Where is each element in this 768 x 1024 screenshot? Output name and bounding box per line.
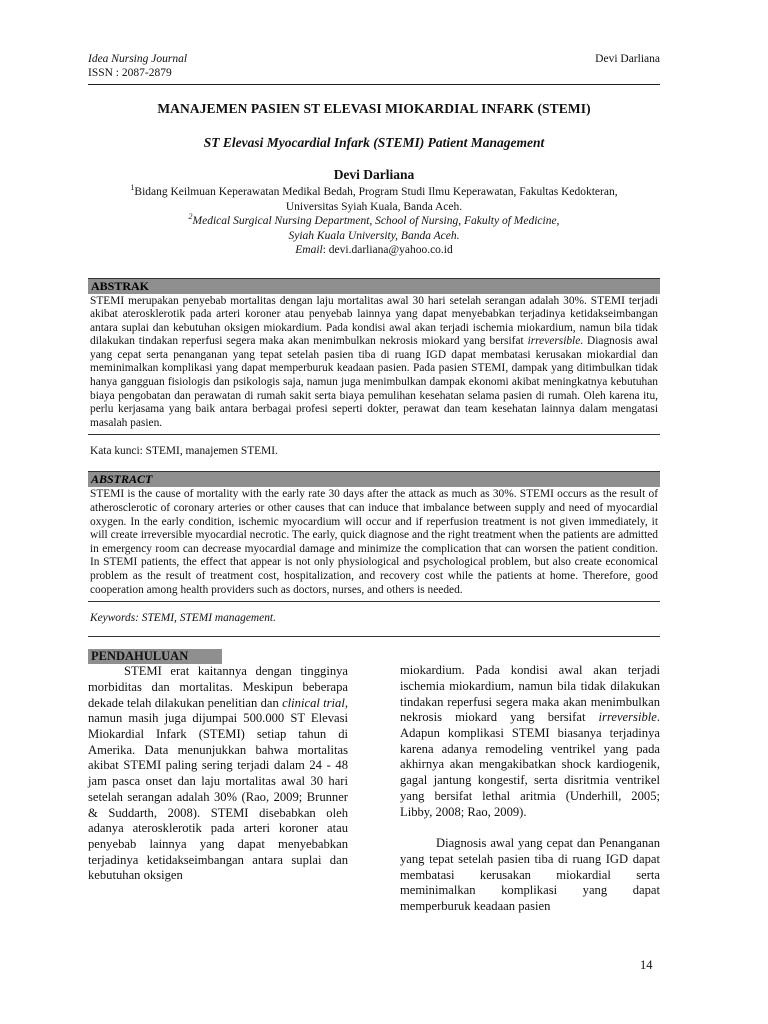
abstrak-keywords: Kata kunci: STEMI, manajemen STEMI.	[90, 445, 278, 458]
abstrak-heading: ABSTRAK	[88, 279, 660, 294]
pendahuluan-paragraph-1: STEMI erat kaitannya dengan tingginya morbiditas dan mortalitas. Meskipun beberapa dekade telah dilakukan penelitian dan clinical trial, namun masih juga dijumpai 500.000 ST Elevasi Miokardial Infark (STEMI) setiap tahun di Amerika. Data menunjukkan bahwa mortalitas akibat STEMI paling sering terjadi dalam 24 - 48 jam pasca onset dan laju mortalitas awal 30 hari setelah serangan adalah 30% (Rao, 2009; Brunner & Suddarth, 2008). STEMI disebabkan oleh adanya aterosklerotik pada arteri koroner atau penyebab lainnya yang dapat menyebabkan terjadinya ketidakseimbangan antara suplai dan kebutuhan oksigen	[88, 664, 348, 883]
email-label: Email	[295, 244, 323, 256]
article-subtitle: ST Elevasi Myocardial Infark (STEMI) Patient Management	[203, 135, 545, 150]
pendahuluan-paragraph-3: Diagnosis awal yang cepat dan Penanganan yang tepat setelah pasien tiba di ruang IGD dapat membatasi kerusakan miokardial serta meminimalkan komplikasi yang dapat memperburuk keadaan pasien	[400, 836, 660, 914]
affiliation	[88, 185, 660, 258]
affiliation-line-1: $^1$Bidang Keilmuan Keperawatan Medikal Bedah, Program Studi Ilmu Keperawatan, Fakultas Kedokteran,	[130, 183, 618, 198]
body-columns	[88, 649, 660, 915]
pendahuluan-paragraph-2: miokardium. Pada kondisi awal akan terjadi ischemia miokardium, namun bila tidak dilakukan tindakan reperfusi segera maka akan menimbulkan nekrosis miokard yang bersifat irreversible. Adapun komplikasi STEMI biasanya terjadinya karena adanya remodeling ventrikel yang pada akhirnya akan mengakibatkan shock kardiogenik, gagal jantung kongestif, serta disritmia ventrikel yang bersifat lethal aritmia (Underhill, 2005; Libby, 2008; Rao, 2009).	[400, 663, 660, 819]
author-name: Devi Darliana	[333, 167, 415, 182]
header-author: Devi Darliana	[595, 53, 660, 65]
article-title: MANAJEMEN PASIEN ST ELEVASI MIOKARDIAL INFARK (STEMI)	[157, 101, 591, 116]
abstract-keywords: Keywords: STEMI, STEMI management.	[90, 612, 276, 625]
abstrak-text: STEMI merupakan penyebab mortalitas dengan laju mortalitas awal 30 hari setelah serangan adalah 30%. STEMI terjadi akibat aterosklerotik pada arteri koroner atau penyebab lainnya yang dapat menyebabkan terjadinya ketidakseimbangan antara suplai dan kebutuhan oksigen miokardium. Pada kondisi awal akan terjadi ischemia miokardium, namun bila tidak dilakukan tindakan reperfusi segera maka akan menimbulkan nekrosis miokard yang bersifat irreversible. Diagnosis awal yang cepat serta penanganan yang tepat setelah pasien tiba di ruang IGD dapat membatasi kerusakan miokardial dan meminimalkan komplikasi yang dapat memperburuk keadaan pasien. Pada pasien STEMI, dampak yang ditimbulkan tidak hanya gangguan fisiologis dan psikologis saja, namun juga menimbulkan dampak ekonomi akibat meningkatnya kebutuhan biaya pengobatan dan perawatan di rumah sakit serta biaya pemulihan kesehatan selama pasien di rumah. Oleh karena itu, perlu kerjasama yang baik antara berbagai profesi seperti dokter, perawat dan team kesehatan lainnya dalam mengatasi masalah pasien.	[90, 294, 658, 429]
header-journal-info	[88, 52, 187, 80]
affiliation-line-4: Syiah Kuala University, Banda Aceh.	[288, 229, 460, 242]
keywords-rule	[88, 636, 660, 637]
abstract-heading: ABSTRACT	[88, 472, 660, 487]
affiliation-line-3: $^2$Medical Surgical Nursing Department, School of Nursing, Fakulty of Medicine,	[188, 212, 560, 227]
email-line	[88, 243, 660, 258]
affiliation-sup-1: 1	[130, 183, 135, 192]
page-number: 14	[640, 958, 653, 972]
journal-name: Idea Nursing Journal	[88, 53, 188, 65]
issn: ISSN : 2087-2879	[88, 67, 172, 79]
article-page	[88, 52, 660, 915]
pendahuluan-heading: PENDAHULUAN	[88, 649, 222, 664]
running-header	[88, 52, 660, 80]
affiliation-sup-2: 2	[188, 212, 193, 221]
left-column	[88, 649, 348, 915]
email-address: : devi.darliana@yahoo.co.id	[322, 244, 453, 256]
abstract-text: STEMI is the cause of mortality with the early rate 30 days after the attack as much as 30%. STEMI occurs as the result of atherosclerotic of coronary arteries or other causes that can induce that imbalance between supply and need of myocardial oxygen. In the early condition, ischemic myocardium will occur and if reperfusion treatment is not given immediately, it will create irreversible myocardial necrotic. The early, quick diagnose and the right treatment when the patients are admitted in emergency room can decrease myocardial damage and minimize the complication that can worsen the patient condition. In STEMI patients, the effect that appear is not only physiological and psychological problem, but also create economical problem as the result of treatment cost, hospitalization, and recovery cost while the patients at home. Therefore, good cooperation among health providers such as doctors, nurses, and others is needed.	[90, 488, 658, 596]
affiliation-line-2: Universitas Syiah Kuala, Banda Aceh.	[285, 200, 463, 213]
right-column	[400, 649, 660, 915]
header-rule	[88, 84, 660, 85]
